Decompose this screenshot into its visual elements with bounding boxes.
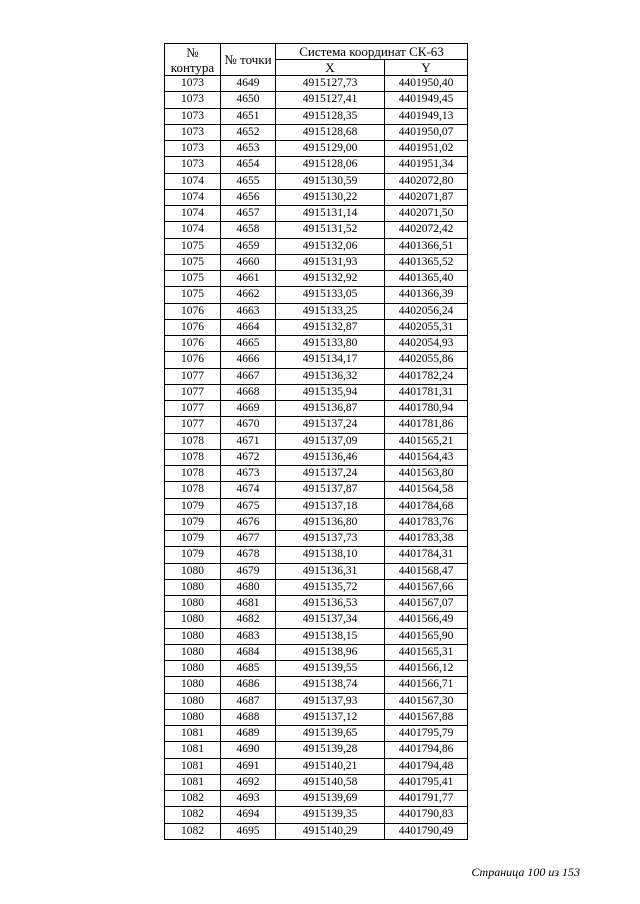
point-cell: 4688: [221, 709, 276, 725]
y-cell: 4402071,50: [385, 206, 468, 222]
table-row: [165, 92, 468, 108]
y-cell: 4401784,68: [385, 498, 468, 514]
x-cell: 4915138,74: [276, 677, 385, 693]
coordinates-table: [164, 43, 468, 840]
y-cell: 4401951,34: [385, 157, 468, 173]
point-cell: 4684: [221, 644, 276, 660]
x-cell: 4915132,92: [276, 271, 385, 287]
table-row: [165, 336, 468, 352]
y-cell: 4402055,31: [385, 319, 468, 335]
table-row: [165, 124, 468, 140]
point-cell: 4659: [221, 238, 276, 254]
point-cell: 4672: [221, 449, 276, 465]
point-cell: 4657: [221, 206, 276, 222]
table-row: [165, 222, 468, 238]
contour-cell: 1074: [165, 222, 221, 238]
y-cell: 4401783,76: [385, 514, 468, 530]
x-cell: 4915137,87: [276, 482, 385, 498]
table-row: [165, 612, 468, 628]
y-cell: 4401782,24: [385, 368, 468, 384]
contour-cell: 1078: [165, 449, 221, 465]
y-cell: 4401565,21: [385, 433, 468, 449]
table-row: [165, 368, 468, 384]
contour-cell: 1074: [165, 173, 221, 189]
table-row: [165, 482, 468, 498]
table-row: [165, 709, 468, 725]
y-cell: 4401564,58: [385, 482, 468, 498]
table-row: [165, 531, 468, 547]
table-row: [165, 498, 468, 514]
y-cell: 4401365,52: [385, 254, 468, 270]
table-row: [165, 644, 468, 660]
contour-cell: 1080: [165, 628, 221, 644]
contour-cell: 1077: [165, 384, 221, 400]
y-cell: 4401564,43: [385, 449, 468, 465]
table-row: [165, 661, 468, 677]
point-cell: 4686: [221, 677, 276, 693]
y-cell: 4402072,42: [385, 222, 468, 238]
contour-cell: 1075: [165, 271, 221, 287]
table-row: [165, 417, 468, 433]
point-cell: 4691: [221, 758, 276, 774]
y-cell: 4402072,80: [385, 173, 468, 189]
table-row: [165, 579, 468, 595]
contour-cell: 1082: [165, 807, 221, 823]
point-cell: 4653: [221, 141, 276, 157]
y-cell: 4401567,30: [385, 693, 468, 709]
contour-cell: 1075: [165, 238, 221, 254]
point-cell: 4675: [221, 498, 276, 514]
point-cell: 4679: [221, 563, 276, 579]
point-cell: 4682: [221, 612, 276, 628]
point-cell: 4689: [221, 726, 276, 742]
x-cell: 4915138,10: [276, 547, 385, 563]
contour-cell: 1080: [165, 677, 221, 693]
contour-cell: 1082: [165, 791, 221, 807]
table-row: [165, 287, 468, 303]
contour-cell: 1076: [165, 352, 221, 368]
x-cell: 4915136,31: [276, 563, 385, 579]
table-row: [165, 726, 468, 742]
point-cell: 4655: [221, 173, 276, 189]
point-cell: 4677: [221, 531, 276, 547]
table-row: [165, 791, 468, 807]
y-cell: 4402054,93: [385, 336, 468, 352]
y-cell: 4401366,51: [385, 238, 468, 254]
x-cell: 4915127,73: [276, 76, 385, 92]
x-cell: 4915133,05: [276, 287, 385, 303]
x-cell: 4915137,12: [276, 709, 385, 725]
table-row: [165, 206, 468, 222]
y-cell: 4401781,31: [385, 384, 468, 400]
x-cell: 4915136,32: [276, 368, 385, 384]
contour-cell: 1082: [165, 823, 221, 839]
header-coordinate-system: Система координат СК-63: [276, 44, 468, 60]
point-cell: 4680: [221, 579, 276, 595]
table-row: [165, 76, 468, 92]
y-cell: 4401791,77: [385, 791, 468, 807]
table-row: [165, 108, 468, 124]
table-body: [165, 76, 468, 840]
table-row: [165, 254, 468, 270]
x-cell: 4915128,06: [276, 157, 385, 173]
header-y: Y: [385, 60, 468, 76]
contour-cell: 1074: [165, 206, 221, 222]
y-cell: 4401949,13: [385, 108, 468, 124]
contour-cell: 1074: [165, 189, 221, 205]
contour-cell: 1076: [165, 336, 221, 352]
contour-cell: 1073: [165, 157, 221, 173]
x-cell: 4915136,87: [276, 401, 385, 417]
contour-cell: 1080: [165, 644, 221, 660]
x-cell: 4915135,94: [276, 384, 385, 400]
x-cell: 4915130,22: [276, 189, 385, 205]
contour-cell: 1080: [165, 693, 221, 709]
x-cell: 4915133,25: [276, 303, 385, 319]
y-cell: 4401780,94: [385, 401, 468, 417]
header-point: № точки: [221, 44, 276, 76]
x-cell: 4915137,73: [276, 531, 385, 547]
point-cell: 4665: [221, 336, 276, 352]
contour-cell: 1080: [165, 612, 221, 628]
table-row: [165, 433, 468, 449]
point-cell: 4662: [221, 287, 276, 303]
table-row: [165, 173, 468, 189]
x-cell: 4915135,72: [276, 579, 385, 595]
y-cell: 4402055,86: [385, 352, 468, 368]
x-cell: 4915140,58: [276, 774, 385, 790]
contour-cell: 1080: [165, 709, 221, 725]
table-row: [165, 563, 468, 579]
point-cell: 4666: [221, 352, 276, 368]
x-cell: 4915128,35: [276, 108, 385, 124]
point-cell: 4676: [221, 514, 276, 530]
table-header: [165, 44, 468, 76]
point-cell: 4681: [221, 596, 276, 612]
y-cell: 4401951,02: [385, 141, 468, 157]
point-cell: 4671: [221, 433, 276, 449]
y-cell: 4401567,88: [385, 709, 468, 725]
contour-cell: 1080: [165, 563, 221, 579]
x-cell: 4915137,24: [276, 466, 385, 482]
header-row: [165, 44, 468, 60]
x-cell: 4915131,52: [276, 222, 385, 238]
y-cell: 4401567,07: [385, 596, 468, 612]
x-cell: 4915131,14: [276, 206, 385, 222]
point-cell: 4669: [221, 401, 276, 417]
point-cell: 4649: [221, 76, 276, 92]
y-cell: 4401784,31: [385, 547, 468, 563]
x-cell: 4915137,18: [276, 498, 385, 514]
contour-cell: 1076: [165, 303, 221, 319]
point-cell: 4670: [221, 417, 276, 433]
point-cell: 4656: [221, 189, 276, 205]
contour-cell: 1073: [165, 108, 221, 124]
contour-cell: 1073: [165, 124, 221, 140]
table-row: [165, 628, 468, 644]
x-cell: 4915136,46: [276, 449, 385, 465]
table-row: [165, 319, 468, 335]
x-cell: 4915131,93: [276, 254, 385, 270]
contour-cell: 1081: [165, 774, 221, 790]
point-cell: 4685: [221, 661, 276, 677]
y-cell: 4401790,49: [385, 823, 468, 839]
point-cell: 4683: [221, 628, 276, 644]
contour-cell: 1079: [165, 514, 221, 530]
table-row: [165, 774, 468, 790]
y-cell: 4401565,90: [385, 628, 468, 644]
table-row: [165, 596, 468, 612]
x-cell: 4915130,59: [276, 173, 385, 189]
x-cell: 4915134,17: [276, 352, 385, 368]
contour-cell: 1080: [165, 596, 221, 612]
x-cell: 4915133,80: [276, 336, 385, 352]
point-cell: 4651: [221, 108, 276, 124]
y-cell: 4401949,45: [385, 92, 468, 108]
table-row: [165, 303, 468, 319]
table-row: [165, 466, 468, 482]
contour-cell: 1076: [165, 319, 221, 335]
contour-cell: 1073: [165, 76, 221, 92]
point-cell: 4650: [221, 92, 276, 108]
x-cell: 4915139,65: [276, 726, 385, 742]
contour-cell: 1080: [165, 579, 221, 595]
point-cell: 4664: [221, 319, 276, 335]
contour-cell: 1079: [165, 498, 221, 514]
table-row: [165, 693, 468, 709]
point-cell: 4687: [221, 693, 276, 709]
x-cell: 4915140,29: [276, 823, 385, 839]
y-cell: 4401568,47: [385, 563, 468, 579]
point-cell: 4690: [221, 742, 276, 758]
table-row: [165, 271, 468, 287]
x-cell: 4915137,09: [276, 433, 385, 449]
point-cell: 4668: [221, 384, 276, 400]
point-cell: 4694: [221, 807, 276, 823]
contour-cell: 1078: [165, 433, 221, 449]
x-cell: 4915139,55: [276, 661, 385, 677]
contour-cell: 1075: [165, 254, 221, 270]
point-cell: 4661: [221, 271, 276, 287]
contour-cell: 1077: [165, 417, 221, 433]
contour-cell: 1077: [165, 401, 221, 417]
y-cell: 4402071,87: [385, 189, 468, 205]
contour-cell: 1077: [165, 368, 221, 384]
contour-cell: 1081: [165, 742, 221, 758]
point-cell: 4654: [221, 157, 276, 173]
contour-cell: 1075: [165, 287, 221, 303]
table-row: [165, 401, 468, 417]
point-cell: 4692: [221, 774, 276, 790]
point-cell: 4678: [221, 547, 276, 563]
table-row: [165, 677, 468, 693]
table-row: [165, 742, 468, 758]
table-row: [165, 514, 468, 530]
y-cell: 4401790,83: [385, 807, 468, 823]
y-cell: 4401566,12: [385, 661, 468, 677]
table-row: [165, 807, 468, 823]
x-cell: 4915137,34: [276, 612, 385, 628]
contour-cell: 1073: [165, 141, 221, 157]
table-row: [165, 449, 468, 465]
x-cell: 4915132,87: [276, 319, 385, 335]
point-cell: 4693: [221, 791, 276, 807]
contour-cell: 1079: [165, 531, 221, 547]
table-row: [165, 238, 468, 254]
point-cell: 4673: [221, 466, 276, 482]
y-cell: 4401567,66: [385, 579, 468, 595]
y-cell: 4401365,40: [385, 271, 468, 287]
y-cell: 4401565,31: [385, 644, 468, 660]
contour-cell: 1079: [165, 547, 221, 563]
x-cell: 4915136,80: [276, 514, 385, 530]
x-cell: 4915129,00: [276, 141, 385, 157]
table-row: [165, 547, 468, 563]
point-cell: 4663: [221, 303, 276, 319]
point-cell: 4667: [221, 368, 276, 384]
y-cell: 4401566,71: [385, 677, 468, 693]
x-cell: 4915137,24: [276, 417, 385, 433]
contour-cell: 1081: [165, 758, 221, 774]
y-cell: 4401366,39: [385, 287, 468, 303]
table-row: [165, 384, 468, 400]
contour-cell: 1078: [165, 466, 221, 482]
point-cell: 4658: [221, 222, 276, 238]
table-row: [165, 352, 468, 368]
table-row: [165, 141, 468, 157]
x-cell: 4915140,21: [276, 758, 385, 774]
y-cell: 4401783,38: [385, 531, 468, 547]
x-cell: 4915138,15: [276, 628, 385, 644]
x-cell: 4915136,53: [276, 596, 385, 612]
y-cell: 4401950,40: [385, 76, 468, 92]
table-row: [165, 157, 468, 173]
y-cell: 4402056,24: [385, 303, 468, 319]
x-cell: 4915138,96: [276, 644, 385, 660]
contour-cell: 1073: [165, 92, 221, 108]
y-cell: 4401795,79: [385, 726, 468, 742]
point-cell: 4660: [221, 254, 276, 270]
x-cell: 4915137,93: [276, 693, 385, 709]
x-cell: 4915139,28: [276, 742, 385, 758]
table-row: [165, 189, 468, 205]
contour-cell: 1078: [165, 482, 221, 498]
y-cell: 4401566,49: [385, 612, 468, 628]
x-cell: 4915127,41: [276, 92, 385, 108]
header-x: X: [276, 60, 385, 76]
y-cell: 4401781,86: [385, 417, 468, 433]
y-cell: 4401950,07: [385, 124, 468, 140]
x-cell: 4915128,68: [276, 124, 385, 140]
contour-cell: 1081: [165, 726, 221, 742]
page-footer: Страница 100 из 153: [471, 865, 580, 879]
header-contour: № контура: [165, 44, 221, 76]
x-cell: 4915139,69: [276, 791, 385, 807]
x-cell: 4915139,35: [276, 807, 385, 823]
y-cell: 4401794,48: [385, 758, 468, 774]
y-cell: 4401563,80: [385, 466, 468, 482]
y-cell: 4401795,41: [385, 774, 468, 790]
x-cell: 4915132,06: [276, 238, 385, 254]
point-cell: 4674: [221, 482, 276, 498]
point-cell: 4652: [221, 124, 276, 140]
contour-cell: 1080: [165, 661, 221, 677]
table-row: [165, 823, 468, 839]
point-cell: 4695: [221, 823, 276, 839]
table-row: [165, 758, 468, 774]
y-cell: 4401794,86: [385, 742, 468, 758]
